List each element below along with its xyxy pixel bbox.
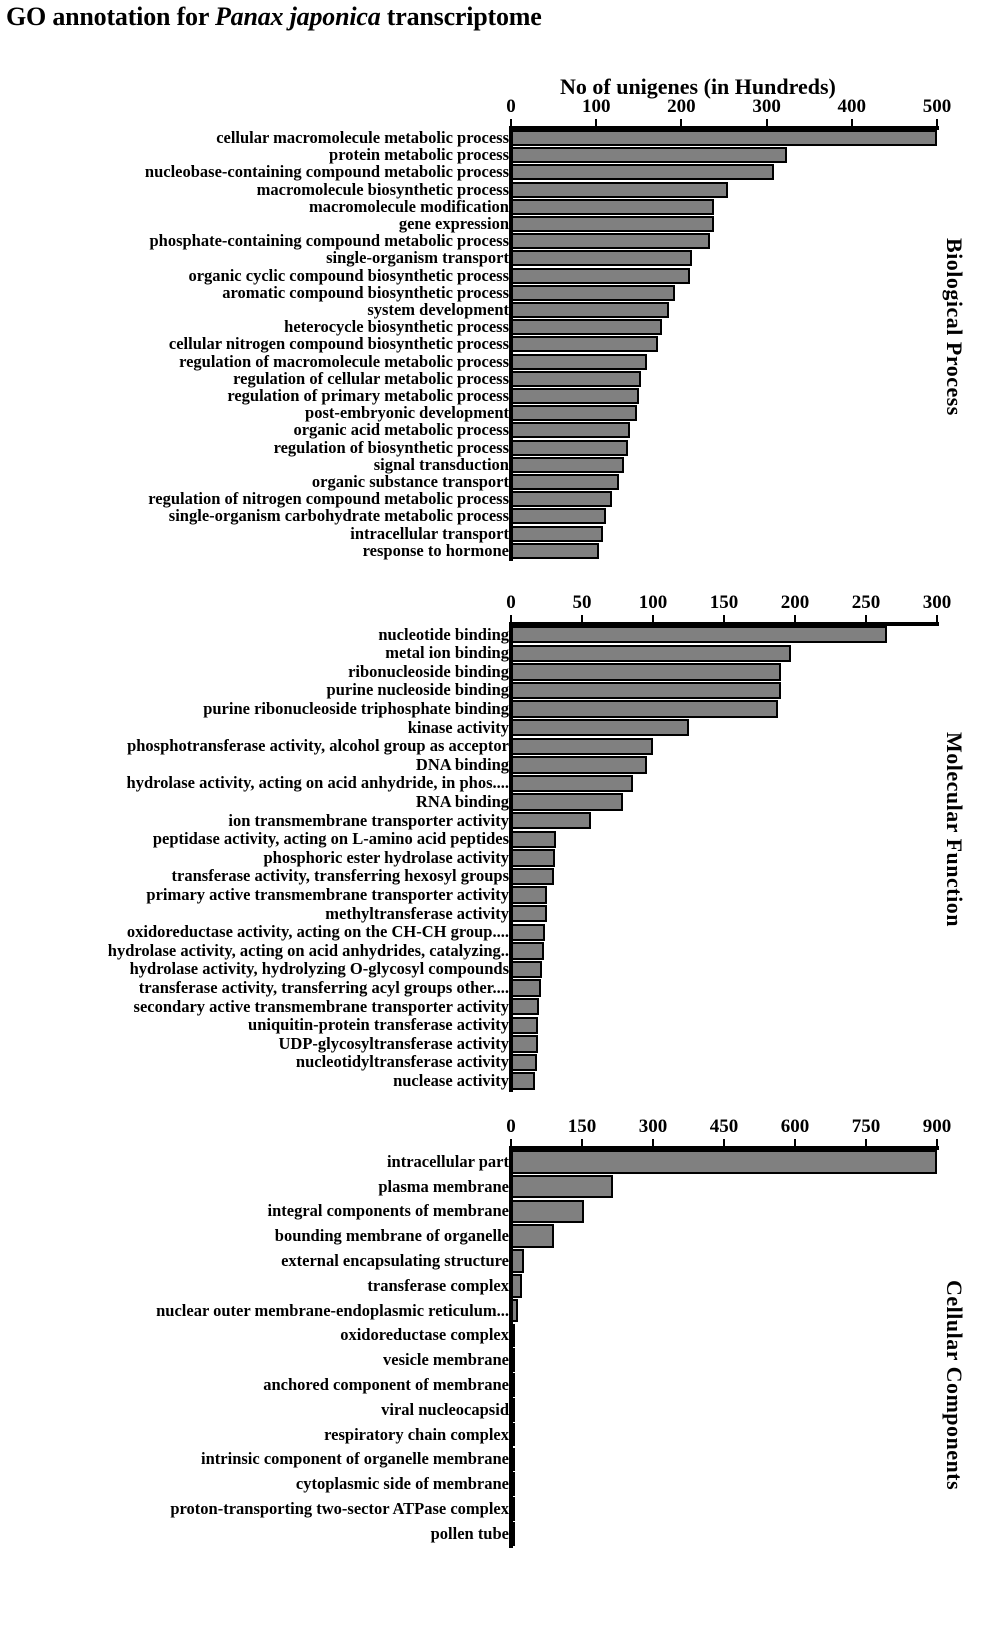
category-label: nuclear outer membrane-endoplasmic reticulum...: [156, 1300, 509, 1320]
bar[interactable]: [511, 1224, 554, 1248]
bar-row[interactable]: [378, 1175, 941, 1199]
bar-row[interactable]: [326, 680, 941, 700]
bar[interactable]: [511, 1035, 538, 1052]
chart-panel-2: [0, 1116, 1000, 1553]
bar-row[interactable]: [381, 1398, 941, 1422]
category-label: regulation of cellular metabolic process: [233, 368, 509, 388]
bar-row[interactable]: [203, 698, 941, 718]
category-label: nucleotide binding: [378, 624, 509, 644]
bar[interactable]: [511, 1072, 535, 1089]
bar-row[interactable]: [284, 316, 941, 336]
bar-row[interactable]: [367, 1274, 941, 1298]
category-label: integral components of membrane: [267, 1201, 509, 1221]
category-label: purine nucleoside binding: [326, 680, 509, 700]
bar[interactable]: [511, 440, 628, 456]
bar[interactable]: [511, 474, 619, 490]
bar[interactable]: [511, 285, 675, 301]
category-label: cellular nitrogen compound biosynthetic process: [168, 334, 509, 354]
bar-row[interactable]: [309, 196, 941, 216]
category-label: methyltransferase activity: [325, 903, 509, 923]
category-label: pollen tube: [430, 1523, 509, 1543]
bar-row[interactable]: [146, 884, 941, 904]
x-axis-tick: [865, 615, 867, 622]
x-axis-tick: [581, 1139, 583, 1146]
y-axis-baseline: [509, 622, 513, 1092]
bar-row[interactable]: [324, 1423, 941, 1447]
category-label: metal ion binding: [385, 643, 509, 663]
bar[interactable]: [511, 543, 599, 559]
bar-row[interactable]: [383, 1348, 941, 1372]
x-axis-tick-label: 300: [752, 96, 781, 117]
x-axis-tick-label: 300: [638, 1116, 668, 1137]
bar[interactable]: [511, 979, 541, 996]
bar-row[interactable]: [367, 299, 941, 319]
bar-row[interactable]: [378, 624, 941, 644]
bar[interactable]: [511, 508, 606, 524]
bar[interactable]: [511, 319, 662, 335]
x-axis-tick: [723, 615, 725, 622]
panel-side-label: Cellular Components: [942, 1280, 967, 1491]
bar-row[interactable]: [311, 471, 941, 491]
bar-row[interactable]: [228, 810, 941, 830]
category-label: hydrolase activity, hydrolyzing O-glycosyl compounds: [129, 959, 509, 979]
x-axis-tick: [936, 1139, 938, 1146]
bar-row[interactable]: [295, 1052, 941, 1072]
chart-panel-0: [0, 96, 1000, 566]
bar-row[interactable]: [248, 1015, 941, 1035]
category-label: signal transduction: [373, 454, 509, 474]
category-label: secondary active transmembrane transporter activity: [133, 996, 509, 1016]
bar[interactable]: [511, 738, 653, 755]
bar[interactable]: [511, 302, 669, 318]
bar-row[interactable]: [171, 866, 941, 886]
category-label: phosphotransferase activity, alcohol group as acceptor: [127, 736, 509, 756]
bar-row[interactable]: [281, 1249, 941, 1273]
category-label: intrinsic component of organelle membrane: [201, 1449, 509, 1469]
category-label: cellular macromolecule metabolic process: [216, 127, 509, 147]
category-label: intracellular transport: [350, 523, 509, 543]
x-axis-tick: [794, 1139, 796, 1146]
bar[interactable]: [511, 719, 689, 736]
category-label: transferase complex: [367, 1275, 509, 1295]
category-label: nucleobase-containing compound metabolic process: [144, 162, 509, 182]
x-axis-tick: [680, 119, 682, 126]
bar-row[interactable]: [329, 144, 941, 164]
x-axis-tick-label: 50: [572, 592, 592, 613]
x-axis-tick-label: 200: [667, 96, 696, 117]
category-label: protein metabolic process: [329, 144, 509, 164]
category-label: transferase activity, transferring acyl groups other....: [138, 977, 509, 997]
bar[interactable]: [511, 1150, 937, 1174]
category-label: external encapsulating structure: [281, 1250, 509, 1270]
x-axis-tick: [652, 615, 654, 622]
bar[interactable]: [511, 526, 603, 542]
bar-row[interactable]: [348, 661, 941, 681]
bar-row[interactable]: [326, 248, 941, 268]
category-label: UDP-glycosyltransferase activity: [278, 1033, 509, 1053]
x-axis-tick: [865, 1139, 867, 1146]
category-label: single-organism transport: [326, 248, 509, 268]
bar-row[interactable]: [373, 454, 941, 474]
bar-row[interactable]: [156, 1299, 941, 1323]
bar-row[interactable]: [170, 1497, 941, 1521]
bar-row[interactable]: [350, 523, 941, 543]
category-label: regulation of macromolecule metabolic process: [179, 351, 509, 371]
bar-row[interactable]: [415, 754, 941, 774]
x-axis-tick: [766, 119, 768, 126]
bar-row[interactable]: [263, 1373, 941, 1397]
x-axis-tick: [936, 119, 938, 126]
category-label: organic cyclic compound biosynthetic process: [188, 265, 509, 285]
bar[interactable]: [511, 663, 781, 680]
category-label: nucleotidyltransferase activity: [295, 1052, 509, 1072]
category-label: oxidoreductase activity, acting on the CH-CH group....: [126, 922, 509, 942]
bar[interactable]: [511, 700, 778, 717]
x-axis-title: No of unigenes (in Hundreds): [560, 74, 836, 99]
bar[interactable]: [511, 354, 647, 370]
category-label: uniquitin-protein transferase activity: [248, 1015, 509, 1035]
category-label: regulation of primary metabolic process: [227, 385, 509, 405]
bar-row[interactable]: [152, 829, 941, 849]
bar[interactable]: [511, 371, 641, 387]
bar[interactable]: [511, 812, 591, 829]
category-label: regulation of biosynthetic process: [273, 437, 509, 457]
bar-row[interactable]: [385, 643, 941, 663]
bar-row[interactable]: [216, 127, 941, 147]
y-axis-baseline: [509, 126, 513, 561]
bar[interactable]: [511, 164, 774, 180]
bar-row[interactable]: [407, 717, 941, 737]
bar[interactable]: [511, 998, 539, 1015]
bar-row[interactable]: [233, 368, 941, 388]
bar-row[interactable]: [273, 437, 941, 457]
bar-row[interactable]: [293, 420, 941, 440]
category-label: viral nucleocapsid: [381, 1399, 509, 1419]
category-label: transferase activity, transferring hexosyl groups: [171, 866, 509, 886]
bar-row[interactable]: [168, 334, 941, 354]
x-axis-tick-label: 0: [506, 96, 516, 117]
bar-row[interactable]: [256, 179, 941, 199]
x-axis-tick-label: 500: [922, 96, 952, 117]
x-axis-tick: [510, 119, 512, 126]
x-axis-tick: [851, 119, 853, 126]
bar-row[interactable]: [129, 959, 941, 979]
bar-row[interactable]: [386, 1150, 941, 1174]
bar[interactable]: [511, 268, 690, 284]
bar[interactable]: [511, 491, 612, 507]
bar-row[interactable]: [144, 162, 941, 182]
bar-row[interactable]: [362, 540, 941, 560]
bar-row[interactable]: [393, 1070, 941, 1090]
category-label: hydrolase activity, acting on acid anhydrides, catalyzing..: [107, 940, 509, 960]
x-axis-tick: [652, 1139, 654, 1146]
category-label: oxidoreductase complex: [340, 1325, 509, 1345]
bar-row[interactable]: [325, 903, 941, 923]
bar[interactable]: [511, 942, 544, 959]
category-label: kinase activity: [407, 717, 509, 737]
category-label: heterocycle biosynthetic process: [284, 316, 509, 336]
panel-side-label: Molecular Function: [942, 732, 967, 927]
x-axis-tick: [510, 1139, 512, 1146]
x-axis-tick-label: 100: [638, 592, 668, 613]
x-axis-tick: [581, 615, 583, 622]
bar[interactable]: [511, 336, 658, 352]
bar-row[interactable]: [133, 996, 941, 1016]
category-label: cytoplasmic side of membrane: [295, 1473, 509, 1493]
category-label: hydrolase activity, acting on acid anhydride, in phos....: [126, 773, 509, 793]
bar-row[interactable]: [267, 1200, 941, 1224]
x-axis-tick: [936, 615, 938, 622]
category-label: organic substance transport: [311, 471, 509, 491]
figure-title-species: Panax japonica: [215, 2, 381, 31]
category-label: gene expression: [398, 213, 509, 233]
y-axis-baseline: [509, 1146, 513, 1548]
bar[interactable]: [511, 182, 728, 198]
category-label: system development: [367, 299, 509, 319]
bar[interactable]: [511, 233, 710, 249]
x-axis-tick-label: 450: [709, 1116, 739, 1137]
bar[interactable]: [511, 388, 639, 404]
category-label: single-organism carbohydrate metabolic process: [168, 506, 509, 526]
bar[interactable]: [511, 831, 556, 848]
category-label: primary active transmembrane transporter activity: [146, 884, 509, 904]
figure-title-suffix: transcriptome: [380, 2, 542, 31]
bar-row[interactable]: [149, 230, 941, 250]
bar[interactable]: [511, 405, 637, 421]
x-axis-tick: [510, 615, 512, 622]
bar-row[interactable]: [126, 773, 941, 793]
bar[interactable]: [511, 626, 887, 643]
category-label: macromolecule modification: [309, 196, 509, 216]
bar-row[interactable]: [188, 265, 941, 285]
x-axis-tick-label: 100: [581, 96, 611, 117]
category-label: purine ribonucleoside triphosphate binding: [203, 698, 509, 718]
bar-row[interactable]: [126, 922, 941, 942]
x-axis-tick-label: 750: [851, 1116, 881, 1137]
bar-row[interactable]: [274, 1224, 941, 1248]
x-axis-tick-label: 400: [837, 96, 867, 117]
bar-row[interactable]: [222, 282, 941, 302]
figure-title-prefix: GO annotation for: [6, 2, 215, 31]
bar[interactable]: [511, 1017, 538, 1034]
x-axis-tick-label: 300: [922, 592, 952, 613]
bar-row[interactable]: [305, 402, 941, 422]
category-label: aromatic compound biosynthetic process: [222, 282, 509, 302]
x-axis-tick-label: 600: [780, 1116, 810, 1137]
category-label: DNA binding: [415, 754, 509, 774]
bar[interactable]: [511, 1200, 584, 1224]
bar[interactable]: [511, 1175, 613, 1199]
bar-row[interactable]: [107, 940, 941, 960]
category-label: response to hormone: [362, 540, 509, 560]
bar[interactable]: [511, 905, 547, 922]
bar[interactable]: [511, 130, 937, 146]
bar-row[interactable]: [430, 1522, 941, 1546]
bar-row[interactable]: [278, 1033, 941, 1053]
x-axis-tick-label: 900: [922, 1116, 952, 1137]
bar[interactable]: [511, 645, 791, 662]
panel-side-label: Biological Process: [942, 238, 967, 416]
chart-panel-1: [0, 592, 1000, 1097]
bar[interactable]: [511, 961, 542, 978]
category-label: anchored component of membrane: [263, 1374, 509, 1394]
x-axis-tick-label: 0: [506, 1116, 516, 1137]
category-label: ion transmembrane transporter activity: [228, 810, 509, 830]
bar[interactable]: [511, 250, 692, 266]
bar-row[interactable]: [138, 977, 941, 997]
category-label: RNA binding: [415, 791, 509, 811]
category-label: post-embryonic development: [305, 402, 509, 422]
bar-row[interactable]: [201, 1448, 941, 1472]
bar[interactable]: [511, 849, 555, 866]
bar[interactable]: [511, 1054, 537, 1071]
category-label: proton-transporting two-sector ATPase complex: [170, 1498, 509, 1518]
bar[interactable]: [511, 775, 633, 792]
category-label: plasma membrane: [378, 1176, 509, 1196]
bar-row[interactable]: [340, 1324, 941, 1348]
bar[interactable]: [511, 868, 554, 885]
x-axis-tick-label: 200: [780, 592, 810, 613]
x-axis-tick-label: 250: [851, 592, 881, 613]
bar[interactable]: [511, 793, 623, 810]
bar[interactable]: [511, 422, 630, 438]
category-label: nuclease activity: [393, 1070, 509, 1090]
bar-row[interactable]: [415, 791, 941, 811]
x-axis-tick: [723, 1139, 725, 1146]
x-axis-tick: [595, 119, 597, 126]
figure-title: [6, 2, 542, 32]
bar[interactable]: [511, 886, 547, 903]
bar-row[interactable]: [168, 506, 941, 526]
bar-row[interactable]: [148, 488, 941, 508]
bar-row[interactable]: [263, 847, 941, 867]
bar[interactable]: [511, 457, 624, 473]
bar-row[interactable]: [295, 1472, 941, 1496]
bar-row[interactable]: [179, 351, 941, 371]
bar[interactable]: [511, 216, 714, 232]
bar[interactable]: [511, 147, 787, 163]
x-axis-tick-label: 150: [709, 592, 739, 613]
bar[interactable]: [511, 924, 545, 941]
bar[interactable]: [511, 756, 647, 773]
bar[interactable]: [511, 199, 714, 215]
category-label: respiratory chain complex: [324, 1424, 509, 1444]
category-label: organic acid metabolic process: [293, 420, 509, 440]
category-label: phosphoric ester hydrolase activity: [263, 847, 509, 867]
bar-row[interactable]: [127, 736, 941, 756]
category-label: regulation of nitrogen compound metabolic process: [148, 488, 509, 508]
x-axis-tick: [794, 615, 796, 622]
bar-row[interactable]: [398, 213, 941, 233]
bar[interactable]: [511, 682, 781, 699]
category-label: peptidase activity, acting on L-amino acid peptides: [152, 829, 509, 849]
category-label: vesicle membrane: [383, 1349, 509, 1369]
bar-row[interactable]: [227, 385, 941, 405]
x-axis-tick-label: 150: [567, 1116, 597, 1137]
category-label: intracellular part: [386, 1151, 509, 1171]
category-label: macromolecule biosynthetic process: [256, 179, 509, 199]
category-label: phosphate-containing compound metabolic process: [149, 230, 509, 250]
category-label: bounding membrane of organelle: [274, 1225, 509, 1245]
x-axis-tick-label: 0: [506, 592, 516, 613]
category-label: ribonucleoside binding: [348, 661, 509, 681]
